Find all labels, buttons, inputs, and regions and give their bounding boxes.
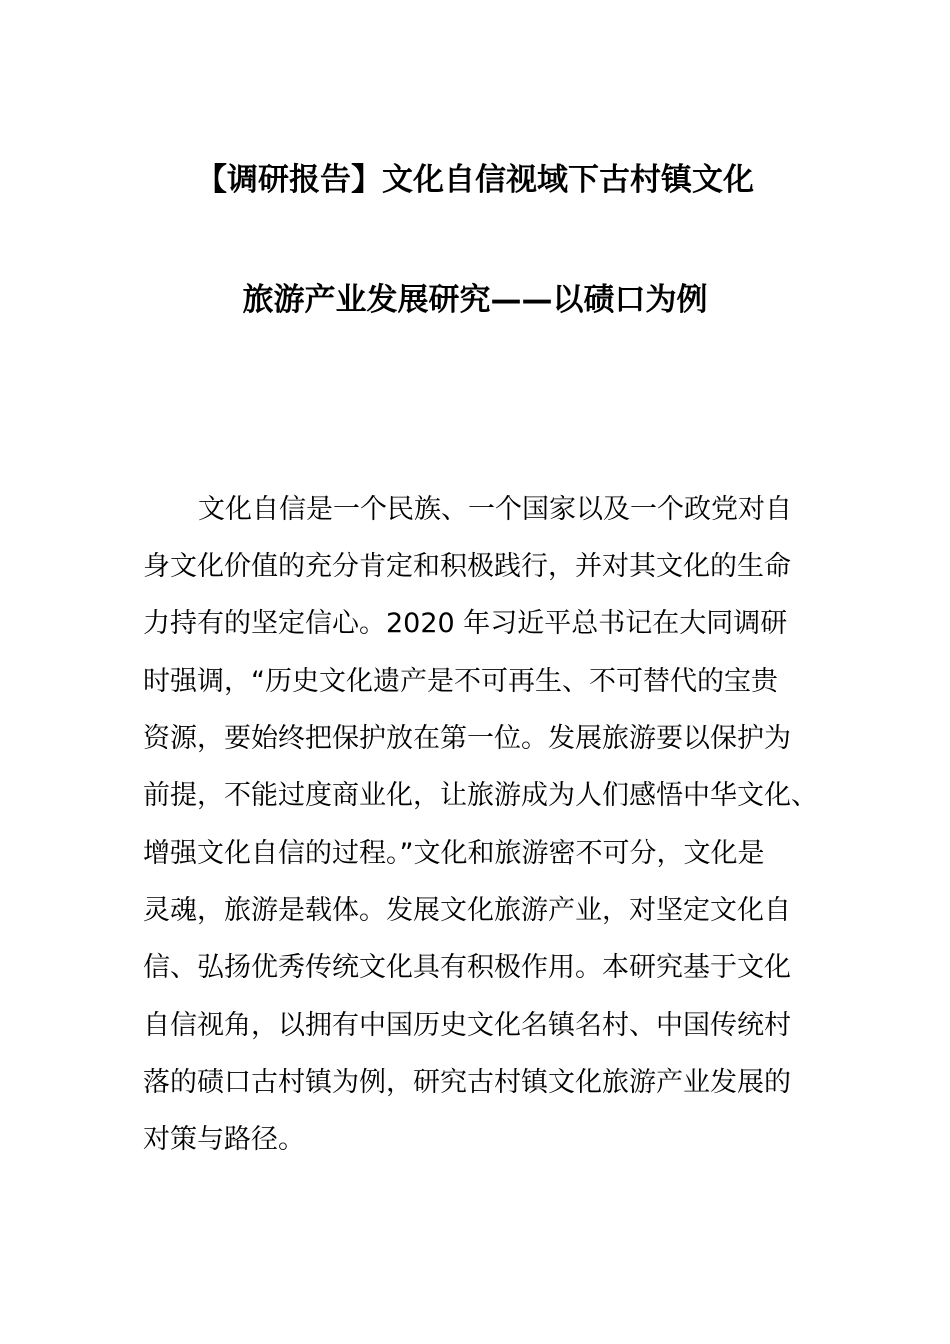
paragraph-line-6: 前提，不能过度商业化，让旅游成为人们感悟中华文化、 bbox=[143, 780, 818, 811]
document-title-line-2: 旅游产业发展研究——以碛口为例 bbox=[242, 282, 708, 318]
paragraph-line-2: 身文化价值的充分肯定和积极践行，并对其文化的生命 bbox=[143, 551, 791, 582]
document-title-line-1: 【调研报告】文化自信视域下古村镇文化 bbox=[196, 162, 754, 198]
paragraph-line-10: 自信视角，以拥有中国历史文化名镇名村、中国传统村 bbox=[143, 1010, 791, 1041]
paragraph-line-4: 时强调，“历史文化遗产是不可再生、不可替代的宝贵 bbox=[143, 666, 778, 697]
paragraph-line-8: 灵魂，旅游是载体。发展文化旅游产业，对坚定文化自 bbox=[143, 895, 791, 926]
paragraph-line-11: 落的碛口古村镇为例，研究古村镇文化旅游产业发展的 bbox=[143, 1067, 791, 1098]
paragraph-line-1: 文化自信是一个民族、一个国家以及一个政党对自 bbox=[198, 494, 792, 525]
paragraph-line-9: 信、弘扬优秀传统文化具有积极作用。本研究基于文化 bbox=[143, 952, 791, 983]
paragraph-line-7: 增强文化自信的过程。”文化和旅游密不可分，文化是 bbox=[143, 838, 765, 869]
paragraph-line-5: 资源，要始终把保护放在第一位。发展旅游要以保护为 bbox=[143, 723, 791, 754]
paragraph-line-12: 对策与路径。 bbox=[143, 1124, 305, 1155]
paragraph-line-3: 力持有的坚定信心。2020 年习近平总书记在大同调研 bbox=[143, 608, 788, 639]
